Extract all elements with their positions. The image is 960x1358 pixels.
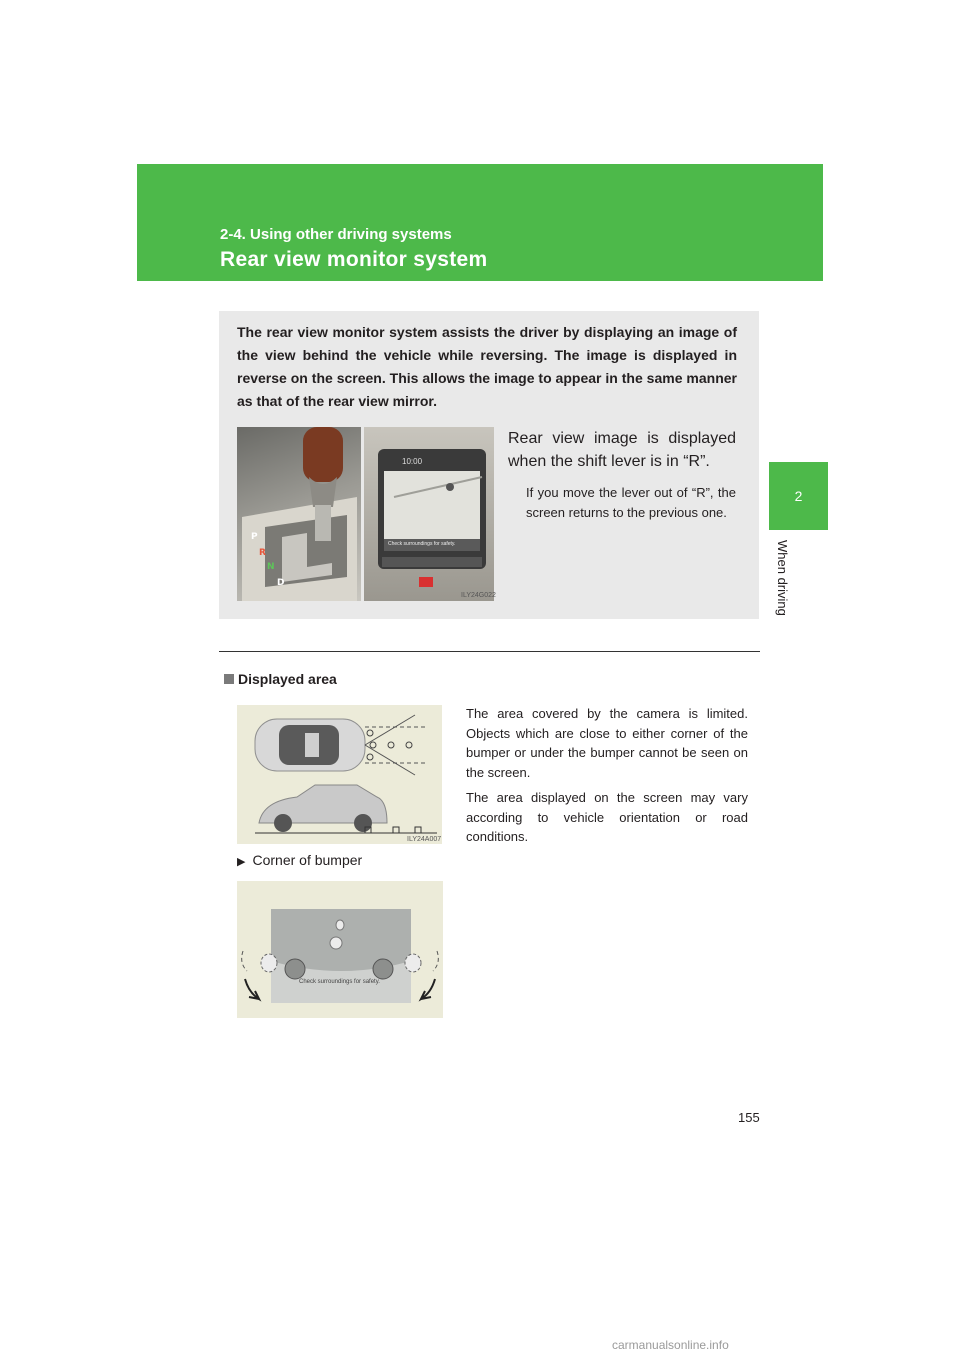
triangle-bullet-icon: ▶ — [237, 856, 246, 868]
shift-lever-illustration — [237, 427, 361, 601]
corner-bumper-label: Corner of bumper — [252, 852, 363, 868]
camera-coverage-illustration — [237, 705, 442, 844]
section-header — [137, 164, 823, 281]
intro-box — [219, 311, 759, 619]
displayed-area-heading — [224, 671, 337, 687]
watermark: carmanualsonline.info — [612, 1338, 729, 1352]
image-code: ILY24A007 — [407, 836, 442, 843]
image-code: ILY24G022 — [461, 592, 496, 599]
page-title: Rear view monitor system — [220, 248, 488, 271]
bumper-corner-illustration — [237, 881, 443, 1018]
chapter-tab: 2 — [769, 462, 828, 530]
coverage-paragraph: The area covered by the camera is limited. Objects which are close to either corner of the bumper or under the bumper cannot be seen on the screen. — [466, 706, 748, 780]
shift-note: If you move the lever out of “R”, the screen returns to the previous one. — [526, 485, 736, 520]
intro-text: The rear view monitor system assists the driver by displaying an image of the view behind the vehicle while reversing. The image is displayed in reverse on the screen. This allows the image to appear in the same manner as that of the rear view mirror. — [237, 324, 737, 409]
rear-view-screen-icon — [364, 427, 494, 601]
page-number: 155 — [738, 1110, 760, 1125]
section-label: 2-4. Using other driving systems — [220, 226, 452, 243]
monitor-screen-illustration — [364, 427, 494, 601]
display-variation-paragraph: The area displayed on the screen may vary according to vehicle orientation or road conditions. — [466, 790, 748, 844]
svg-text:R: R — [259, 548, 266, 558]
shift-caption: Rear view image is displayed when the shift lever is in “R”. — [508, 430, 736, 470]
displayed-area-heading-text: Displayed area — [238, 671, 337, 687]
svg-text:N: N — [267, 562, 275, 572]
screen-clock: 10:00 — [402, 457, 423, 466]
screen-warning: Check surroundings for safety. — [388, 541, 456, 547]
shift-lever-icon — [237, 427, 361, 601]
bumper-screen-warning: Check surroundings for safety. — [299, 979, 380, 985]
vehicle-coverage-icon — [237, 705, 442, 844]
svg-text:D: D — [277, 578, 285, 588]
corner-bumper-bullet — [237, 852, 362, 868]
chapter-label: When driving — [775, 540, 790, 616]
divider — [219, 651, 760, 652]
svg-text:P: P — [251, 532, 258, 542]
heading-square-icon — [224, 674, 234, 684]
bumper-corner-icon — [237, 881, 443, 1018]
